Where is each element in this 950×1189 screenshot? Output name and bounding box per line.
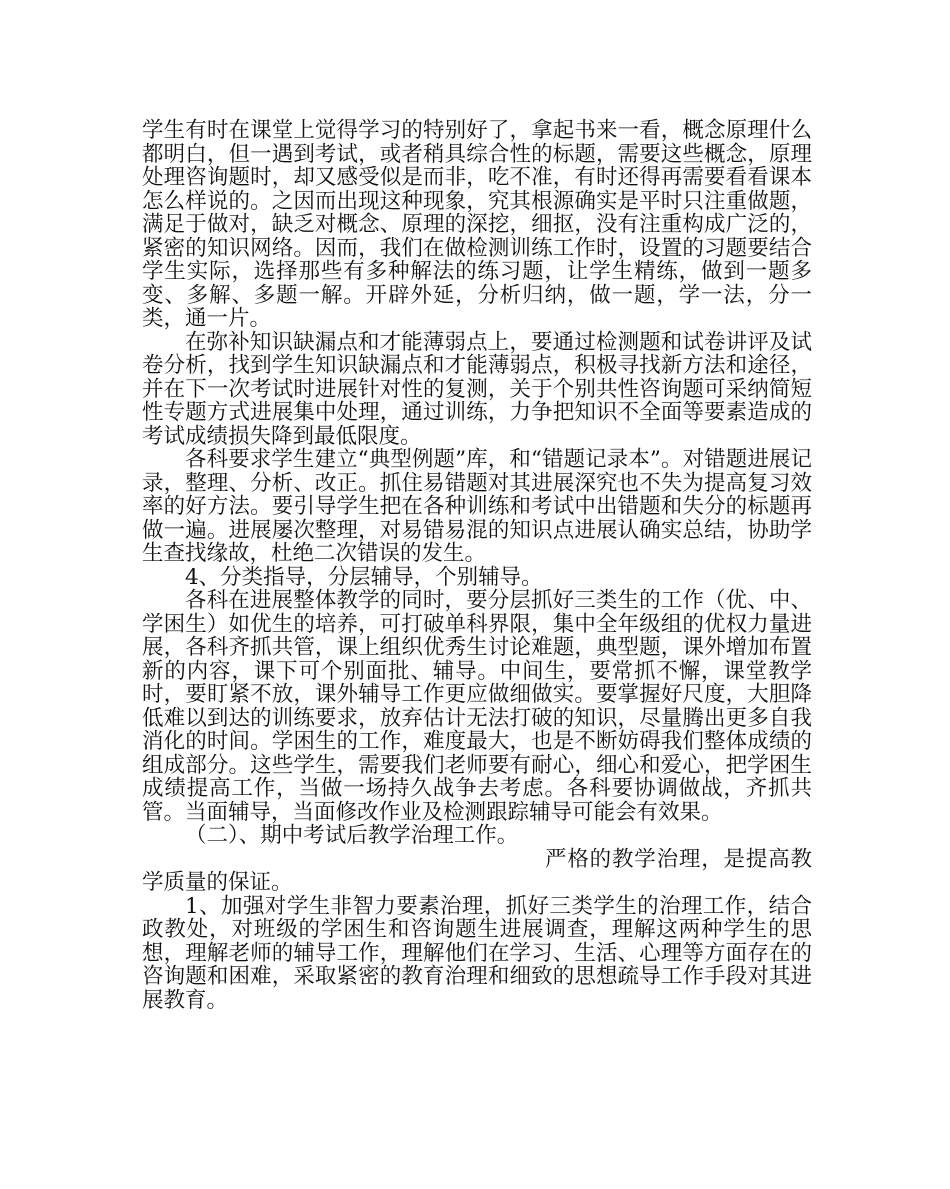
paragraph-concept-practice: 学生有时在课堂上觉得学习的特别好了，拿起书来一看，概念原理什么都明白，但一遇到考试，或者稍具综合性的标题，需要这些概念，原理处理咨询题时，却又感受似是而非，吃不准，有时还得再需要看看课本怎么样说的。之因而出现这种现象，究其根源确实是平时只注重做题，满足于做对，缺乏对概念、原理的深挖，细抠，没有注重构成广泛的，紧密的知识网络。因而，我们在做检测训练工作时，设置的习题要结合学生实际，选择那些有多种解法的练习题，让学生精练，做到一题多变、多解、多题一解。开辟外延，分析归纳，做一题，学一法，分一类，通一片。	[142, 118, 812, 331]
paragraph-strict-management: 严格的教学治理，是提高教学质量的保证。	[142, 846, 812, 895]
heading-midterm-management: （二）、期中考试后教学治理工作。	[185, 823, 519, 848]
paragraph-weak-points: 在弥补知识缺漏点和才能薄弱点上，要通过检测题和试卷讲评及试卷分析，找到学生知识缺漏点和才能薄弱点，积极寻找新方法和途径，并在下一次考试时进展针对性的复测，关于个别共性咨询题可采纳简短性专题方式进展集中处理，通过训练，力争把知识不全面等要素造成的考试成绩损失降到最低限度。	[142, 329, 812, 449]
document-body	[142, 119, 812, 1012]
paragraph-non-intelligence-factors: 1、加强对学生非智力要素治理，抓好三类学生的治理工作，结合政教处，对班级的学困生和咨询题生进展调查，理解这两种学生的思想，理解老师的辅导工作，理解他们在学习、生活、心理等方面存在的咨询题和困难，采取紧密的教育治理和细致的思想疏导工作手段对其进展教育。	[142, 893, 812, 1013]
paragraph-error-records: 各科要求学生建立“典型例题”库，和“错题记录本”。对错题进展记录，整理、分析、改正。抓住易错题对其进展深究也不失为提高复习效率的好方法。要引导学生把在各种训练和考试中出错题和失分的标题再做一遍。进展屡次整理，对易错易混的知识点进展认确实总结，协助学生查找缘故，杜绝二次错误的发生。	[142, 447, 812, 566]
heading-graded-guidance: 4、分类指导，分层辅导，个别辅导。	[185, 564, 543, 590]
paragraph-three-student-types: 各科在进展整体教学的同时，要分层抓好三类生的工作（优、中、学困生）如优生的培养，可打破单科界限，集中全年级组的优权力量进展，各科齐抓共管，课上组织优秀生讨论难题，典型题，课外增加布置新的内容，课下可个别面批、辅导。中间生，要常抓不懈，课堂教学时，要盯紧不放，课外辅导工作更应做细做实。要掌握好尺度，大胆降低难以到达的训练要求，放弃估计无法打破的知识，尽量腾出更多自我消化的时间。学困生的工作，难度最大，也是不断妨碍我们整体成绩的组成部分。这些学生，需要我们老师要有耐心，细心和爱心，把学困生成绩提高工作，当做一场持久战争去考虑。各科要协调做战，齐抓共管。当面辅导，当面修改作业及检测跟踪辅导可能会有效果。	[142, 588, 812, 825]
